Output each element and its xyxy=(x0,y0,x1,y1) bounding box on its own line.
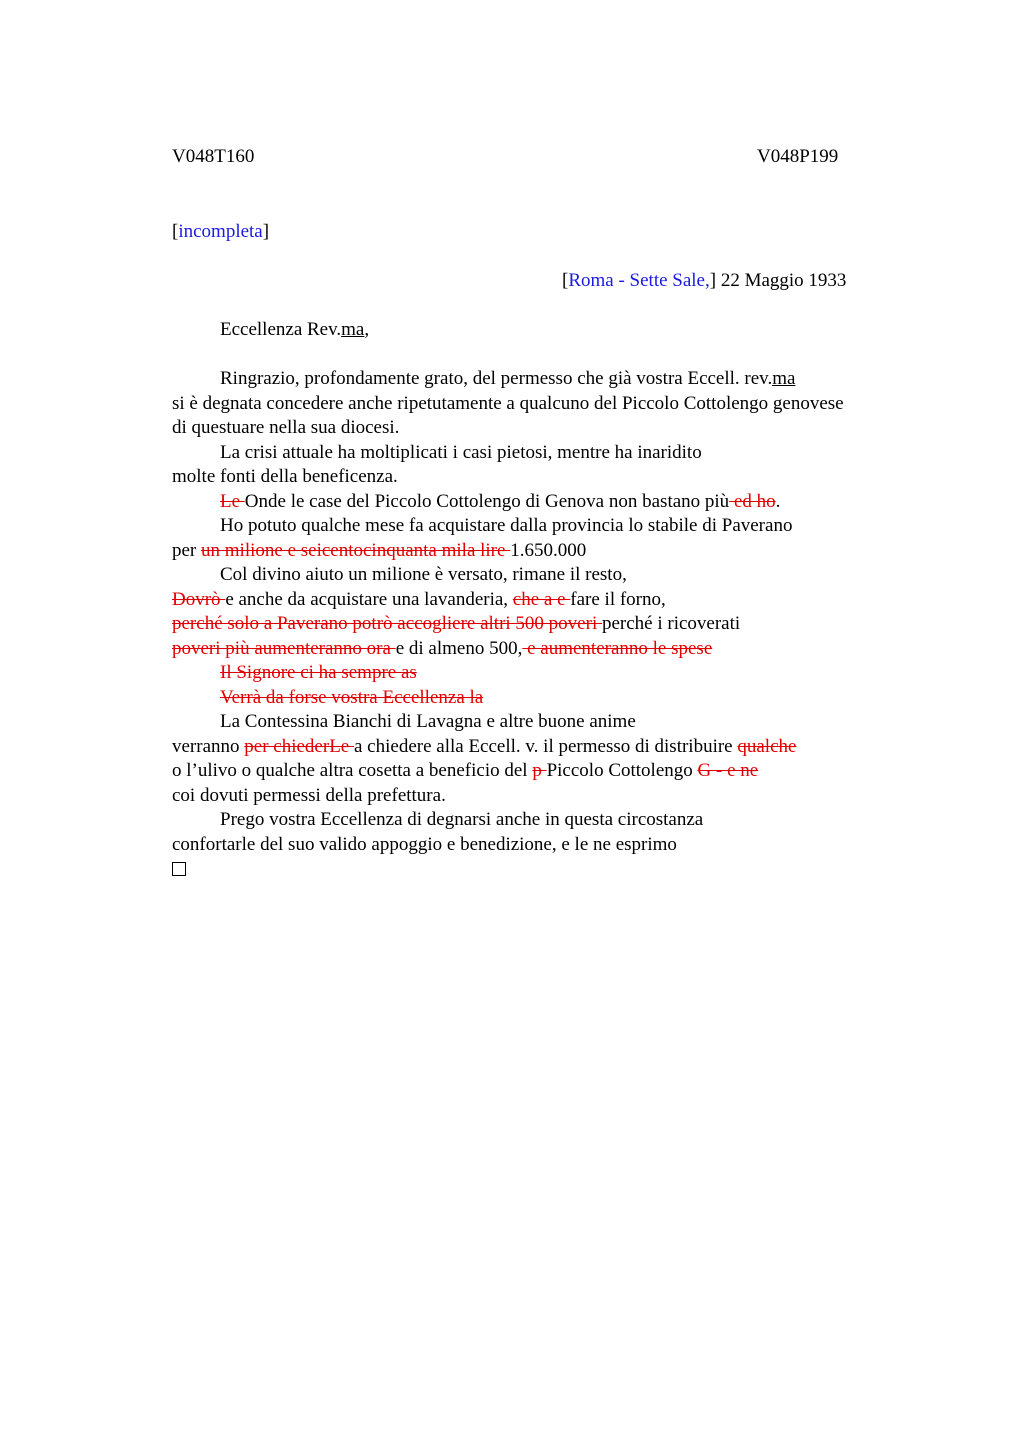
body-line xyxy=(172,563,932,588)
body-text: di questuare nella sua diocesi. xyxy=(172,417,400,438)
body-line xyxy=(172,416,932,441)
body-line xyxy=(172,441,932,466)
abbrev-underlined: ma xyxy=(772,368,796,389)
deleted-text: perché solo a Paverano potrò accogliere altri 500 poveri xyxy=(172,613,602,634)
body-line xyxy=(172,784,932,809)
body-text: Onde le case del Piccolo Cottolengo di Genova non bastano più xyxy=(244,490,730,512)
body-text: perché i ricoverati xyxy=(601,613,741,634)
deleted-text: e aumenteranno le spese xyxy=(522,637,713,659)
body-text: e di almeno 500, xyxy=(395,637,523,659)
deleted-text: un milione e seicentocinquanta mila lire xyxy=(201,539,511,561)
note-text: incompleta xyxy=(178,221,263,242)
dateline-place: Roma - Sette Sale, xyxy=(568,270,710,291)
dateline xyxy=(562,270,846,292)
salutation-text: Eccellenza Rev. xyxy=(220,319,342,340)
square-box-icon xyxy=(172,862,186,876)
document-code-right: V048P199 xyxy=(757,146,839,167)
deleted-text: per chiederLe xyxy=(244,735,354,757)
body-text: Col divino aiuto un milione è versato, rimane il resto, xyxy=(220,564,627,585)
deleted-text: ed ho xyxy=(729,490,776,512)
body-text: verranno xyxy=(172,735,245,757)
body-text: coi dovuti permessi della prefettura. xyxy=(172,784,446,806)
body-line xyxy=(172,392,932,417)
body-line xyxy=(172,490,932,515)
note-open-bracket: [ xyxy=(172,221,179,242)
body-text: o l’ulivo o qualche altra cosetta a beneficio del xyxy=(172,760,533,781)
letter-body xyxy=(172,367,932,882)
dateline-close-bracket: ] xyxy=(709,270,717,291)
body-line xyxy=(172,661,932,686)
body-text: Ringrazio, profondamente grato, del permesso che già vostra Eccell. rev. xyxy=(220,368,773,389)
salutation-abbrev: ma xyxy=(341,319,365,340)
deleted-text: p xyxy=(532,760,547,781)
body-line xyxy=(172,612,932,637)
body-text: a chiedere alla Eccell. v. il permesso di distribuire xyxy=(354,735,738,757)
body-text: molte fonti della beneficenza. xyxy=(172,466,398,487)
body-line xyxy=(172,514,932,539)
body-text: fare il forno, xyxy=(570,588,666,610)
dateline-date: 22 Maggio 1933 xyxy=(716,270,847,291)
document-code-left: V048T160 xyxy=(172,146,255,167)
body-text: Piccolo Cottolengo xyxy=(546,760,698,781)
body-line xyxy=(172,833,932,858)
deleted-text: Le xyxy=(220,490,245,512)
editorial-note xyxy=(172,221,269,243)
body-text: si è degnata concedere anche ripetutamente a qualcuno del Piccolo Cottolengo genovese xyxy=(172,392,844,414)
body-line xyxy=(172,857,932,882)
body-text: Ho potuto qualche mese fa acquistare dalla provincia lo stabile di Paverano xyxy=(220,515,793,536)
body-line xyxy=(172,808,932,833)
body-line xyxy=(172,735,932,760)
body-line xyxy=(172,539,932,564)
deleted-text: che a e xyxy=(512,588,571,610)
deleted-text: Il Signore ci ha sempre as xyxy=(220,662,417,683)
body-line xyxy=(172,686,932,711)
body-text: . xyxy=(775,490,781,512)
salutation-punct: , xyxy=(364,319,370,340)
salutation xyxy=(220,319,369,341)
deleted-text: Verrà da forse vostra Eccellenza la xyxy=(220,686,484,708)
body-line xyxy=(172,637,932,662)
deleted-text: Dovrò xyxy=(172,588,226,610)
deleted-text: G - e ne xyxy=(697,760,759,781)
body-line xyxy=(172,759,932,784)
body-text: e anche da acquistare una lavanderia, xyxy=(225,588,513,610)
deleted-text: poveri più aumenteranno ora xyxy=(172,637,396,659)
body-text: Prego vostra Eccellenza di degnarsi anche in questa circostanza xyxy=(220,809,704,830)
deleted-text: qualche xyxy=(737,735,797,757)
body-line xyxy=(172,710,932,735)
body-line xyxy=(172,588,932,613)
body-text: La crisi attuale ha moltiplicati i casi pietosi, mentre ha inaridito xyxy=(220,441,702,463)
body-text: confortarle del suo valido appoggio e benedizione, e le ne esprimo xyxy=(172,833,677,855)
body-line xyxy=(172,367,932,392)
body-line xyxy=(172,465,932,490)
body-text: La Contessina Bianchi di Lavagna e altre buone anime xyxy=(220,711,636,732)
body-text: 1.650.000 xyxy=(510,539,587,561)
note-close-bracket: ] xyxy=(262,221,270,242)
dateline-open-bracket: [ xyxy=(562,270,569,291)
body-text: per xyxy=(172,539,202,561)
